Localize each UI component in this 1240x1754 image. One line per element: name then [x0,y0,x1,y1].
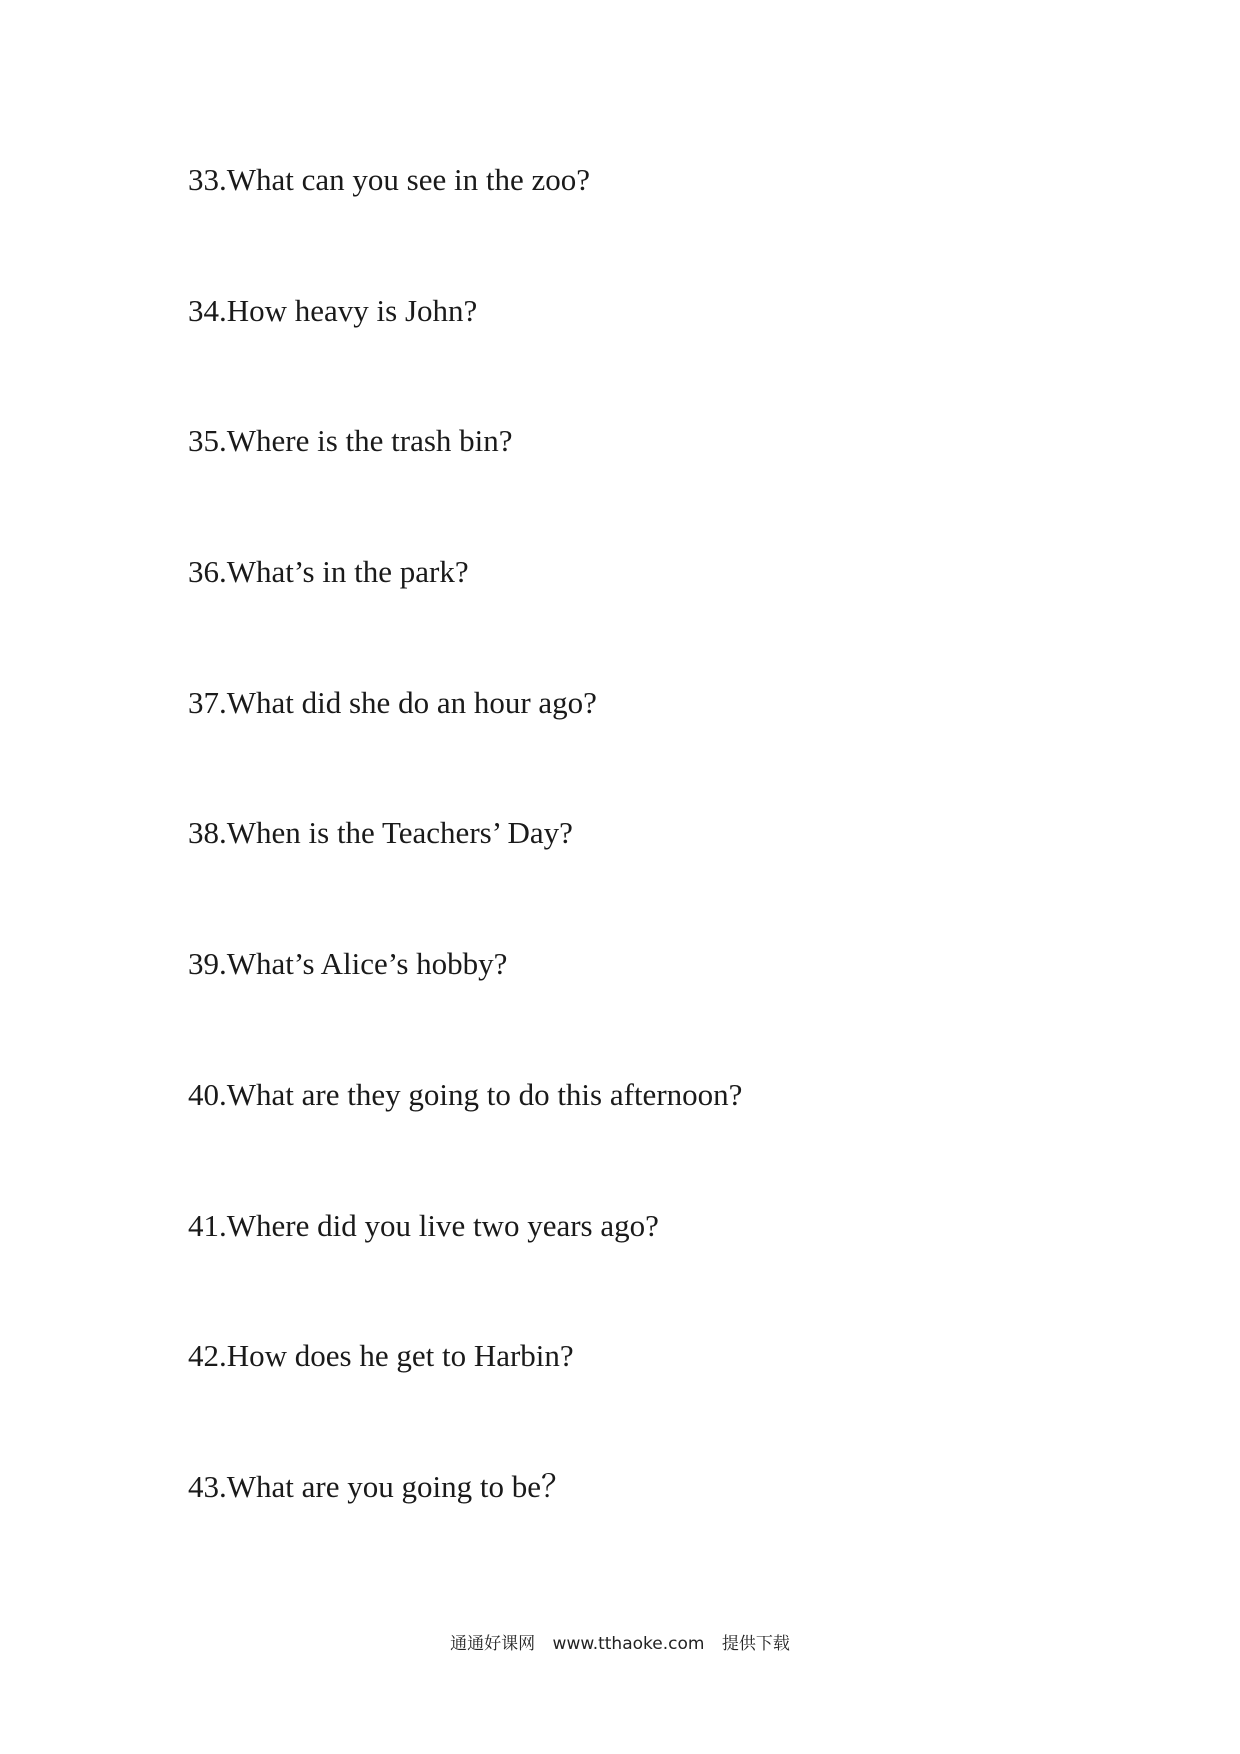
question-item [188,1336,742,1467]
question-list [188,160,742,1598]
question-number: 39. [188,946,227,982]
question-number: 42. [188,1338,227,1374]
question-number: 40. [188,1076,227,1112]
question-item [188,552,742,683]
question-number: 37. [188,684,227,720]
question-text: What’s Alice’s hobby? [226,946,508,982]
question-number: 38. [188,815,227,851]
question-item [188,421,742,552]
question-text: How heavy is John? [226,292,478,328]
question-number: 43. [188,1468,227,1504]
question-item [188,1075,742,1206]
question-number: 33. [188,162,227,197]
question-text: Where did you live two years ago? [226,1207,659,1243]
question-item [188,291,742,422]
footer-url: www.tthaoke.com [552,1634,705,1654]
question-text: What’s in the park? [226,554,469,590]
question-text: How does he get to Harbin? [226,1338,574,1374]
question-item [188,160,742,291]
footer-note: 提供下载 [721,1634,790,1654]
question-number: 35. [188,423,227,459]
question-text: Where is the trash bin? [226,423,513,459]
question-text: What are they going to do this afternoon? [226,1076,743,1112]
question-item [188,813,742,944]
question-number: 36. [188,554,227,590]
footer-site-name: 通通好课网 [450,1634,536,1654]
question-item [188,944,742,1075]
question-item [188,683,742,814]
question-item [188,1206,742,1337]
question-text: What can you see in the zoo? [226,162,590,197]
question-number: 34. [188,292,227,328]
question-text: When is the Teachers’ Day? [226,815,573,851]
page-footer [0,1632,1240,1656]
question-number: 41. [188,1207,227,1243]
question-text: What are you going to be？ [226,1468,572,1504]
question-item [188,1467,742,1598]
question-text: What did she do an hour ago? [226,684,597,720]
